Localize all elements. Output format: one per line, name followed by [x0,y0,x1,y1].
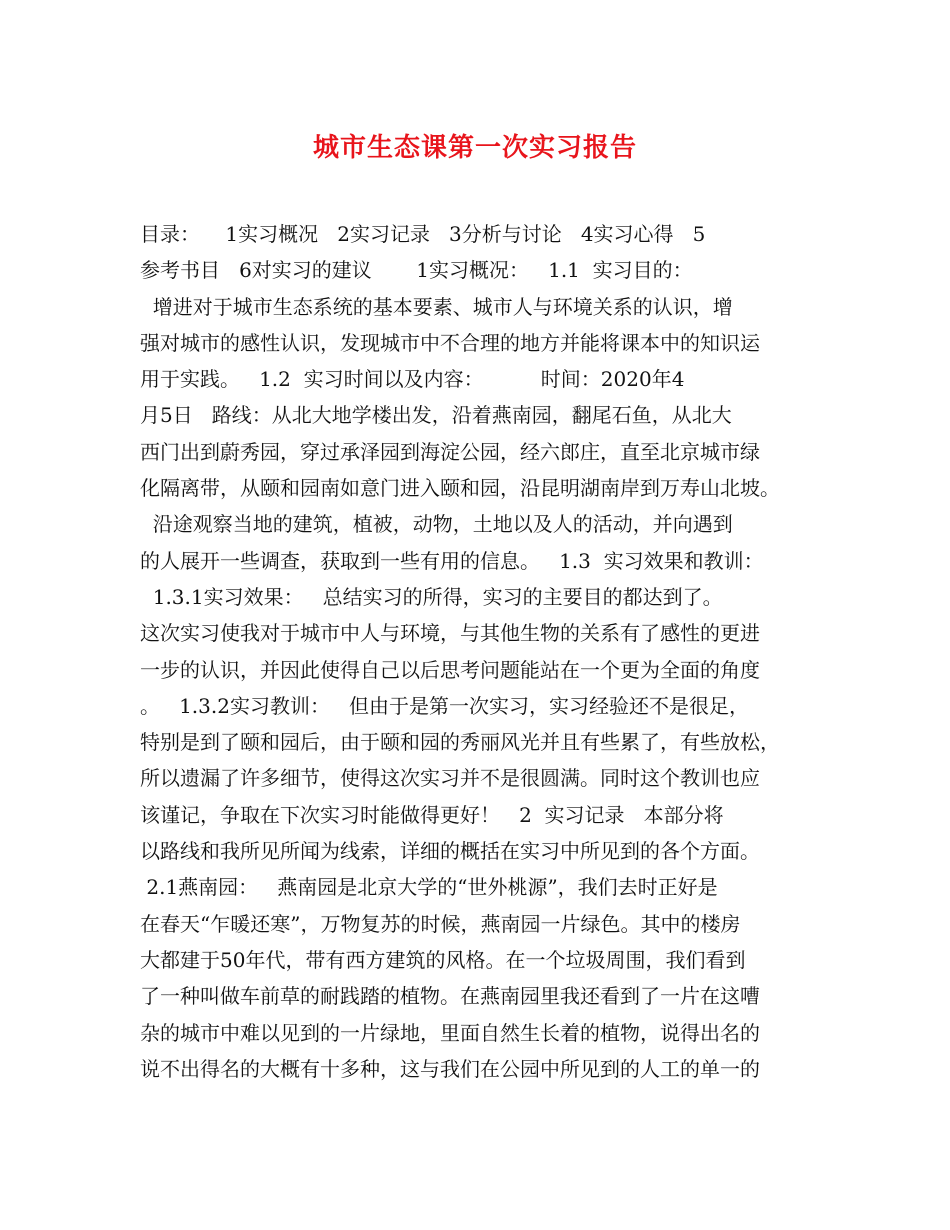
body-line: 目录： 1实习概况 2实习记录 3分析与讨论 4实习心得 5 [140,222,706,246]
body-line: 强对城市的感性认识，发现城市中不合理的地方并能将课本中的知识运 [140,330,760,355]
body-line: 在春天“乍暖还寒”，万物复苏的时候，燕南园一片绿色。其中的楼房 [140,911,741,936]
body-line: 西门出到蔚秀园，穿过承泽园到海淀公园，经六郎庄，直至北京城市绿 [140,439,760,464]
body-line: 说不出得名的大概有十多种，这与我们在公园中所见到的人工的单一的 [140,1056,760,1081]
body-line: 特别是到了颐和园后，由于颐和园的秀丽风光并且有些累了，有些放松， [140,730,780,755]
body-line: 以路线和我所见所闻为线索，详细的概括在实习中所见到的各个方面。 [140,839,760,864]
body-line: 化隔离带，从颐和园南如意门进入颐和园，沿昆明湖南岸到万寿山北坡。 [140,476,780,501]
body-line: 的人展开一些调查，获取到一些有用的信息。 1.3 实习效果和教训： [140,548,764,573]
body-line: 2.1燕南园： 燕南园是北京大学的“世外桃源”，我们去时正好是 [140,875,718,900]
body-line: 沿途观察当地的建筑，植被，动物，土地以及人的活动，并向遇到 [140,512,733,537]
document-body [140,216,830,1087]
body-line: 1.3.1实习效果： 总结实习的所得，实习的主要目的都达到了。 [140,584,723,609]
body-line: 增进对于城市生态系统的基本要素、城市人与环境关系的认识，增 [140,294,733,319]
body-line: 参考书目 6对实习的建议 1实习概况： 1.1 实习目的： [140,258,693,283]
body-line: 这次实习使我对于城市中人与环境，与其他生物的关系有了感性的更进 [140,621,760,646]
body-line: 该谨记，争取在下次实习时能做得更好！ 2 实习记录 本部分将 [140,802,724,827]
body-line: 一步的认识，并因此使得自己以后思考问题能站在一个更为全面的角度 [140,657,760,682]
body-line: 。 1.3.2实习教训： 但由于是第一次实习，实习经验还不是很足， [140,693,750,718]
document-title: 城市生态课第一次实习报告 [312,133,637,163]
body-line: 了一种叫做车前草的耐践踏的植物。在燕南园里我还看到了一片在这嘈 [140,984,760,1009]
body-line: 杂的城市中难以见到的一片绿地，里面自然生长着的植物，说得出名的 [140,1020,760,1045]
body-line: 月5日 路线：从北大地学楼出发，沿着燕南园，翻尾石鱼，从北大 [140,403,732,428]
body-line: 大都建于50年代，带有西方建筑的风格。在一个垃圾周围，我们看到 [140,947,746,972]
body-line: 所以遗漏了许多细节，使得这次实习并不是很圆满。同时这个教训也应 [140,766,760,791]
body-line: 用于实践。 1.2 实习时间以及内容： 时间：2020年4 [140,367,685,392]
